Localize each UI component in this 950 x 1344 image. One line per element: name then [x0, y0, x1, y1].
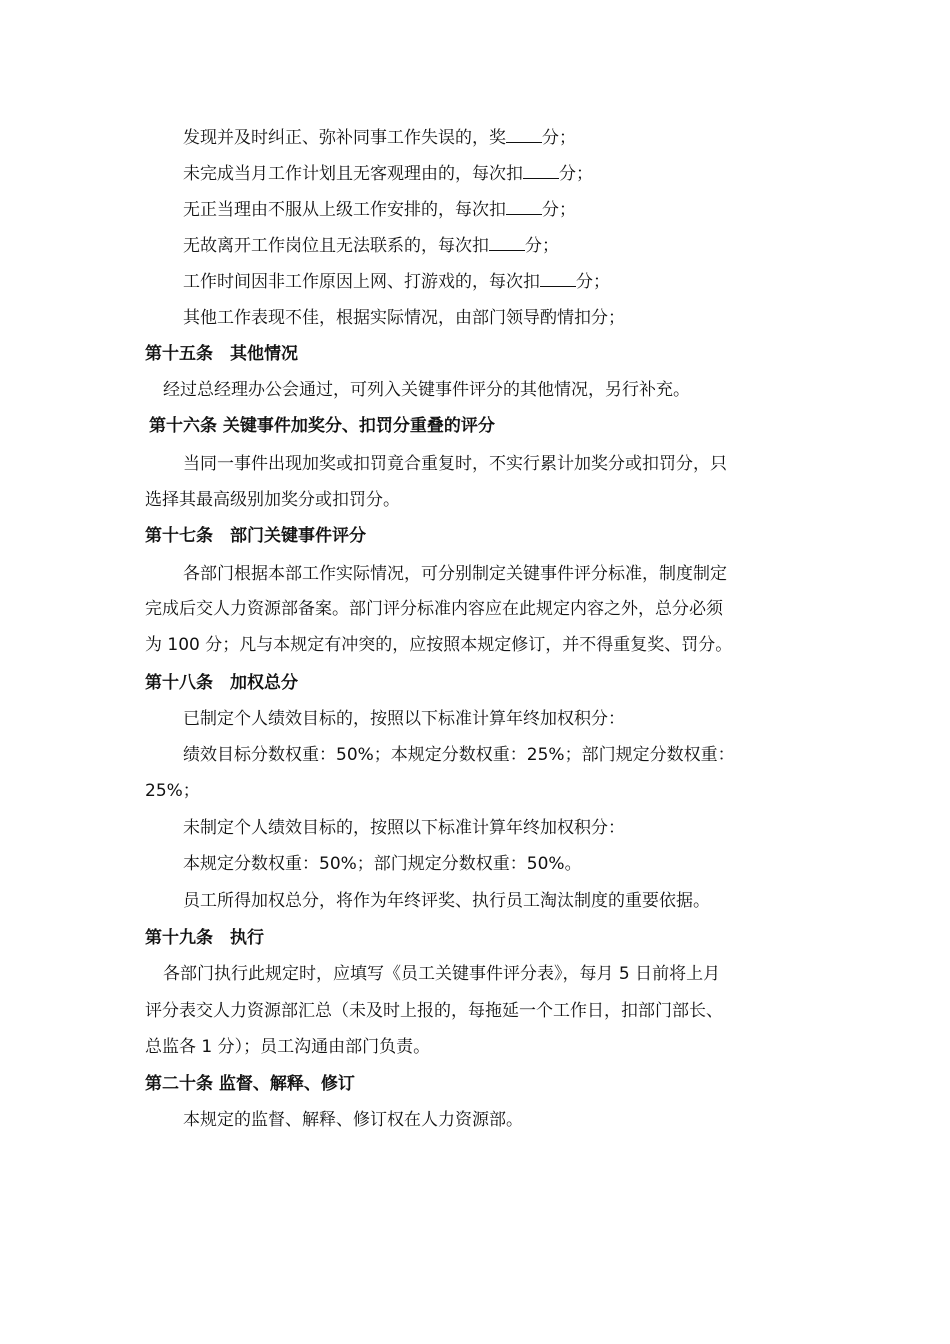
- article-18-title: 第十八条 加权总分: [145, 673, 298, 693]
- article-18-text-1: 已制定个人绩效目标的，按照以下标准计算年终加权积分：: [183, 709, 625, 729]
- article-17-text-1: 各部门根据本部工作实际情况，可分别制定关键事件评分标准，制度制定: [183, 564, 727, 584]
- score-blank: [523, 162, 559, 179]
- article-20-title: 第二十条 监督、解释、修订: [145, 1074, 355, 1094]
- article-19-text-2: 评分表交人力资源部汇总（未及时上报的，每拖延一个工作日，扣部门部长、: [145, 1001, 723, 1021]
- score-blank: [506, 126, 542, 143]
- article-19-text-1: 各部门执行此规定时，应填写《员工关键事件评分表》，每月 5 日前将上月: [163, 964, 721, 984]
- article-18-text-3: 25%；: [145, 781, 200, 801]
- article-16-title: 第十六条 关键事件加奖分、扣罚分重叠的评分: [149, 416, 495, 436]
- article-18-text-5: 本规定分数权重：50%；部门规定分数权重：50%。: [183, 854, 582, 874]
- rule-item-unfinished-plan: 未完成当月工作计划且无客观理由的，每次扣 分；: [183, 164, 593, 184]
- score-blank: [489, 234, 525, 251]
- score-blank: [540, 270, 576, 287]
- article-19-title: 第十九条 执行: [145, 928, 264, 948]
- rule-item-reward-correction: 发现并及时纠正、弥补同事工作失误的，奖 分；: [183, 128, 576, 148]
- score-blank: [506, 198, 542, 215]
- article-16-text-1: 当同一事件出现加奖或扣罚竟合重复时，不实行累计加奖分或扣罚分，只: [183, 454, 727, 474]
- article-18-text-2: 绩效目标分数权重：50%；本规定分数权重：25%；部门规定分数权重：: [183, 745, 735, 765]
- article-15-title: 第十五条 其他情况: [145, 344, 298, 364]
- article-17-text-3: 为 100 分；凡与本规定有冲突的，应按照本规定修订，并不得重复奖、罚分。: [145, 635, 733, 655]
- article-18-text-4: 未制定个人绩效目标的，按照以下标准计算年终加权积分：: [183, 818, 625, 838]
- article-20-text-1: 本规定的监督、解释、修订权在人力资源部。: [183, 1110, 523, 1130]
- article-17-text-2: 完成后交人力资源部备案。部门评分标准内容应在此规定内容之外，总分必须: [145, 599, 723, 619]
- article-16-text-2: 选择其最高级别加奖分或扣罚分。: [145, 490, 400, 510]
- article-18-text-6: 员工所得加权总分，将作为年终评奖、执行员工淘汰制度的重要依据。: [183, 891, 710, 911]
- article-19-text-3: 总监各 1 分）；员工沟通由部门负责。: [145, 1037, 431, 1057]
- rule-item-disobey: 无正当理由不服从上级工作安排的，每次扣 分；: [183, 200, 576, 220]
- rule-item-other: 其他工作表现不佳，根据实际情况，由部门领导酌情扣分；: [183, 308, 625, 328]
- rule-item-absent: 无故离开工作岗位且无法联系的，每次扣 分；: [183, 236, 559, 256]
- article-17-title: 第十七条 部门关键事件评分: [145, 526, 366, 546]
- rule-item-gaming: 工作时间因非工作原因上网、打游戏的，每次扣 分；: [183, 272, 610, 292]
- article-15-text: 经过总经理办公会通过，可列入关键事件评分的其他情况，另行补充。: [163, 380, 690, 400]
